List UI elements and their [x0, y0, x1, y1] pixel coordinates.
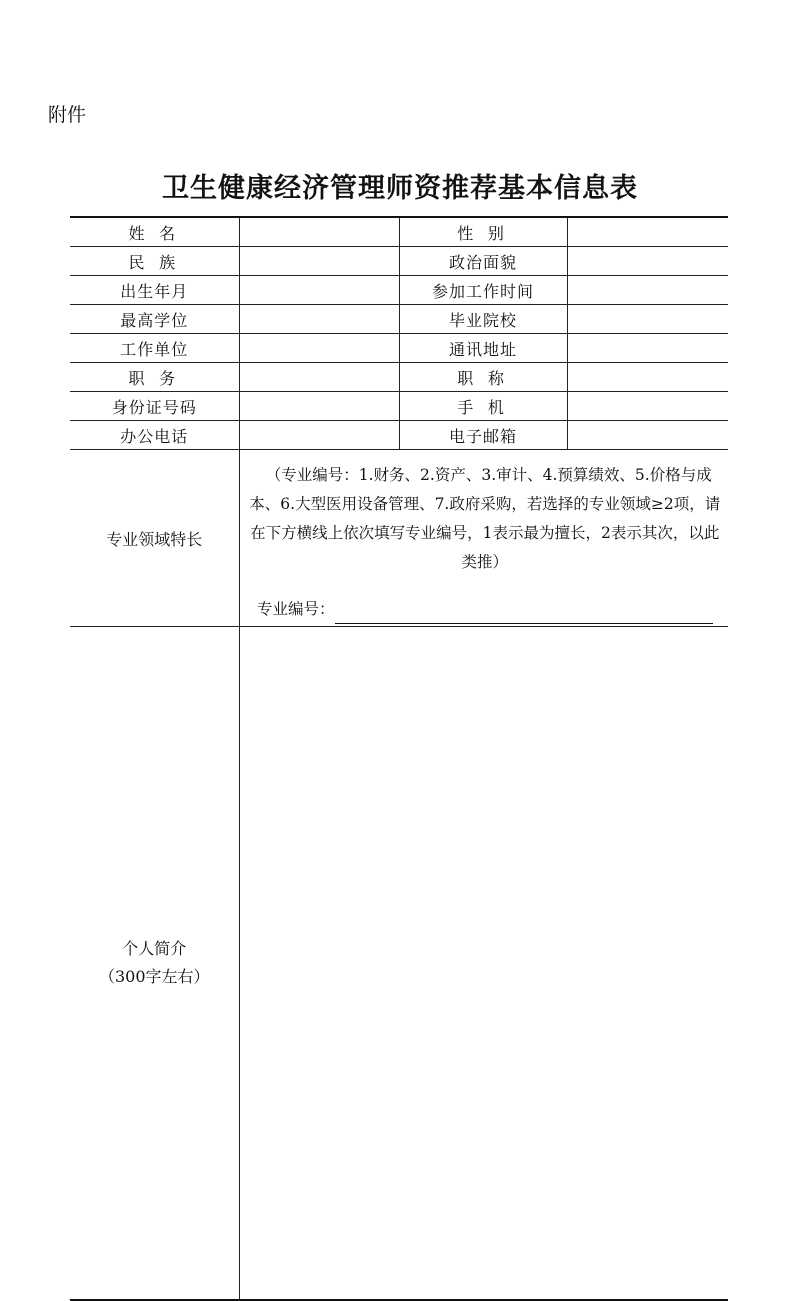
field-name[interactable] — [239, 217, 399, 247]
form-row-birth — [70, 276, 728, 305]
label-mailing-address: 通讯地址 — [399, 334, 567, 363]
label-graduated-school: 毕业院校 — [399, 305, 567, 334]
form-row-position — [70, 363, 728, 392]
field-office-phone[interactable] — [239, 421, 399, 450]
specialty-cell — [239, 450, 728, 627]
label-employer: 工作单位 — [70, 334, 239, 363]
label-work-start-date: 参加工作时间 — [399, 276, 567, 305]
label-email: 电子邮箱 — [399, 421, 567, 450]
field-ethnicity[interactable] — [239, 247, 399, 276]
specialty-code-label: 专业编号： — [256, 599, 335, 618]
field-employer[interactable] — [239, 334, 399, 363]
label-political-status: 政治面貌 — [399, 247, 567, 276]
form-row-name — [70, 217, 728, 247]
label-highest-degree: 最高学位 — [70, 305, 239, 334]
label-position: 职 务 — [70, 363, 239, 392]
field-id-number[interactable] — [239, 392, 399, 421]
form-row-intro — [70, 627, 728, 1301]
field-mailing-address[interactable] — [567, 334, 728, 363]
field-gender[interactable] — [567, 217, 728, 247]
form-row-phone — [70, 421, 728, 450]
label-id-number: 身份证号码 — [70, 392, 239, 421]
field-birth-date[interactable] — [239, 276, 399, 305]
form-title: 卫生健康经济管理师资推荐基本信息表 — [162, 173, 638, 204]
form-row-specialty — [70, 450, 728, 627]
field-graduated-school[interactable] — [567, 305, 728, 334]
specialty-code-input[interactable] — [335, 603, 713, 624]
label-birth-date: 出生年月 — [70, 276, 239, 305]
field-mobile[interactable] — [567, 392, 728, 421]
specialty-code-line — [248, 595, 723, 624]
label-mobile: 手 机 — [399, 392, 567, 421]
form-row-degree — [70, 305, 728, 334]
label-intro-note: （300字左右） — [98, 967, 210, 986]
field-political-status[interactable] — [567, 247, 728, 276]
label-office-phone: 办公电话 — [70, 421, 239, 450]
label-name: 姓 名 — [70, 217, 239, 247]
field-intro[interactable] — [239, 627, 728, 1301]
form-row-ethnicity — [70, 247, 728, 276]
attachment-label: 附件 — [48, 104, 87, 126]
info-form-table — [70, 216, 728, 1301]
field-highest-degree[interactable] — [239, 305, 399, 334]
field-position[interactable] — [239, 363, 399, 392]
label-intro-cell — [70, 627, 239, 1301]
field-email[interactable] — [567, 421, 728, 450]
form-row-employer — [70, 334, 728, 363]
field-professional-title[interactable] — [567, 363, 728, 392]
form-row-id — [70, 392, 728, 421]
field-work-start-date[interactable] — [567, 276, 728, 305]
label-intro: 个人简介 — [122, 939, 187, 958]
label-professional-title: 职 称 — [399, 363, 567, 392]
specialty-description: （专业编号：1.财务、2.资产、3.审计、4.预算绩效、5.价格与成本、6.大型医用设备管理、7.政府采购，若选择的专业领域≥2项，请在下方横线上依次填写专业编号，1表示最为擅长，2表示其次，以此类推） — [249, 465, 721, 571]
label-gender: 性 别 — [399, 217, 567, 247]
label-specialty: 专业领域特长 — [70, 450, 239, 627]
label-ethnicity: 民 族 — [70, 247, 239, 276]
